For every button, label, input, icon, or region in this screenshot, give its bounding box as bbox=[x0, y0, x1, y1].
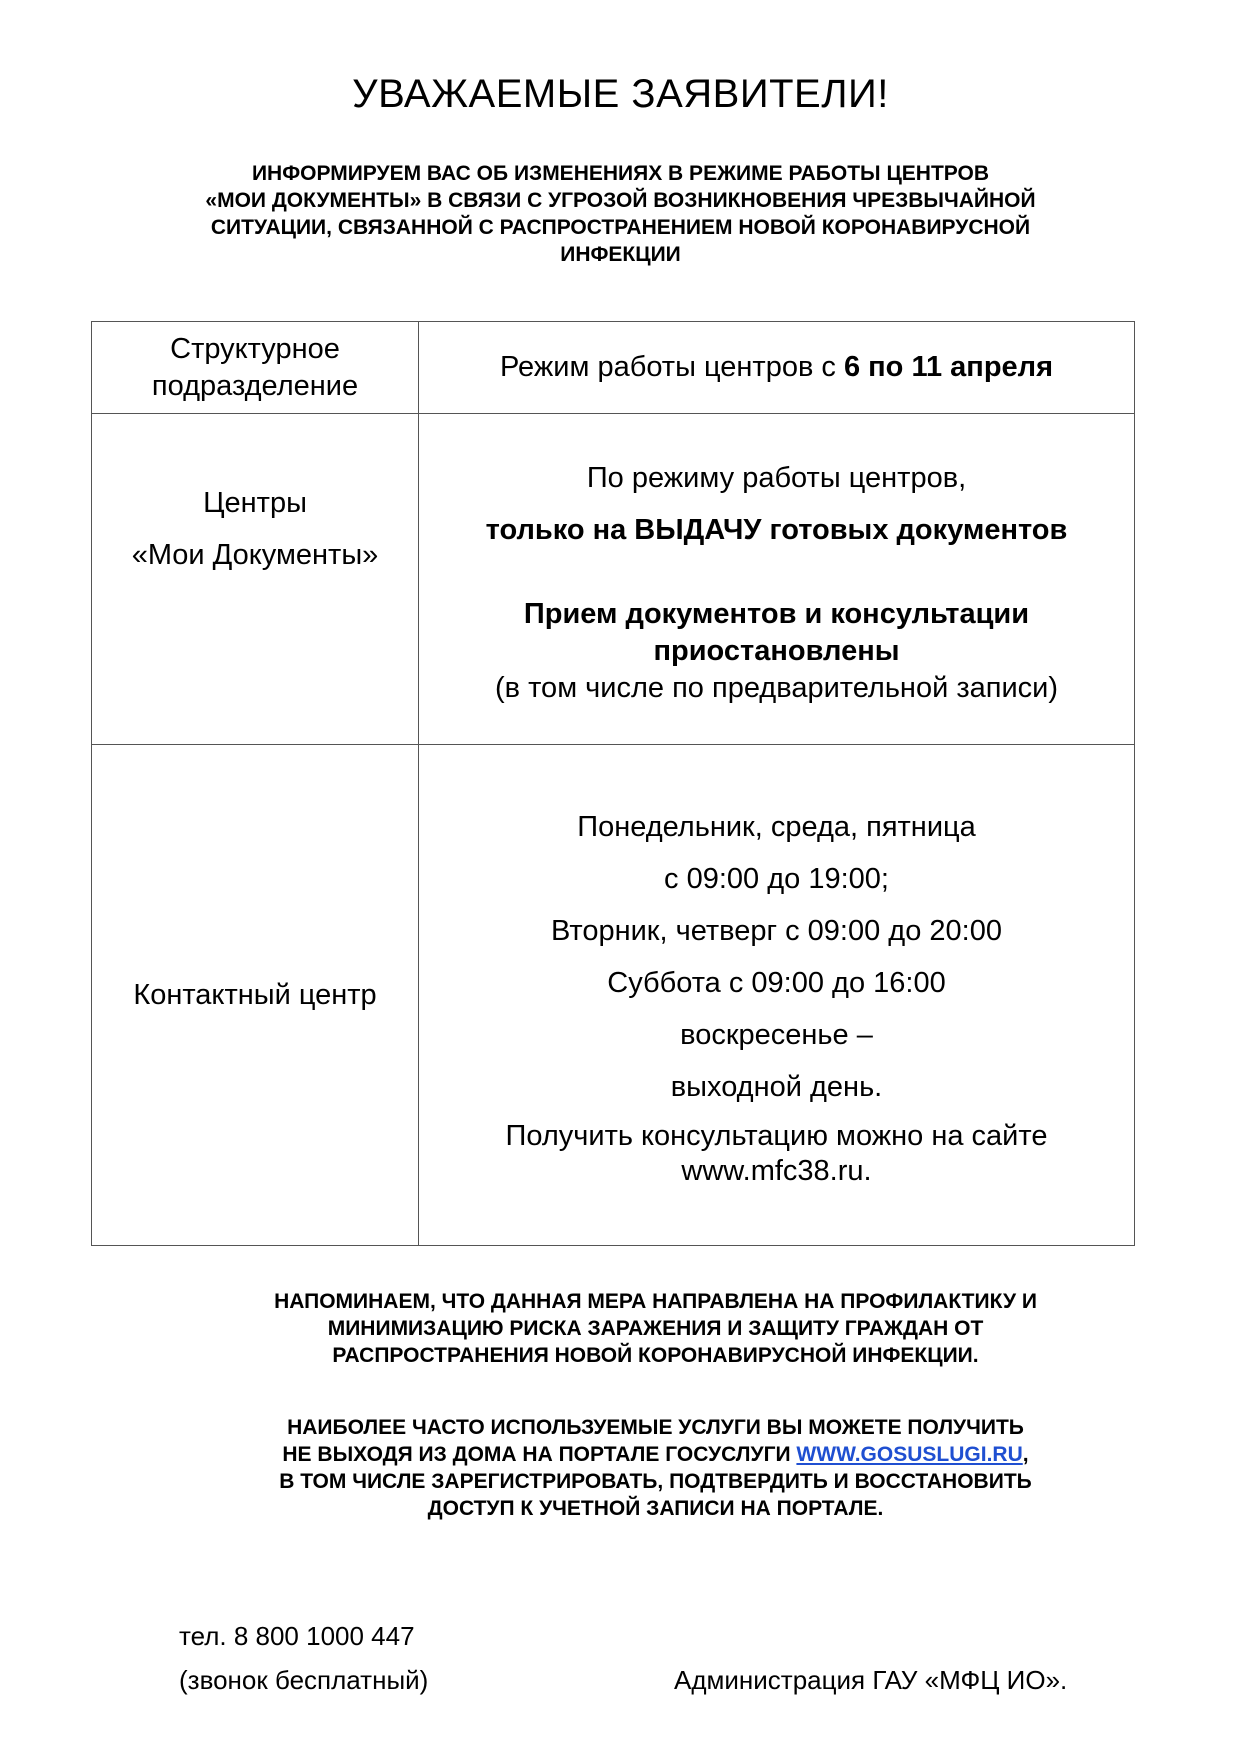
hours-line: Суббота с 09:00 до 16:00 bbox=[607, 967, 946, 999]
services-line: НАИБОЛЕЕ ЧАСТО ИСПОЛЬЗУЕМЫЕ УСЛУГИ ВЫ МОЖЕТЕ ПОЛУЧИТЬ bbox=[287, 1416, 1024, 1439]
notice-line: ИНФОРМИРУЕМ ВАС ОБ ИЗМЕНЕНИЯХ В РЕЖИМЕ РАБОТЫ ЦЕНТРОВ bbox=[251, 162, 990, 185]
centers-suspended-line: Прием документов и консультации bbox=[523, 597, 1030, 630]
website-link[interactable]: www.mfc38.ru. bbox=[681, 1155, 872, 1187]
centers-issue-only: только на ВЫДАЧУ готовых документов bbox=[485, 513, 1068, 546]
header-unit-cell bbox=[92, 322, 419, 414]
hours-line: выходной день. bbox=[670, 1071, 883, 1103]
administration-signature: Администрация ГАУ «МФЦ ИО». bbox=[674, 1665, 1068, 1695]
centers-line: Центры bbox=[203, 487, 307, 519]
contact-center-schedule-cell bbox=[419, 745, 1135, 1246]
notice-block bbox=[150, 160, 1091, 268]
phone-number: тел. 8 800 1000 447 bbox=[179, 1621, 415, 1651]
schedule-table bbox=[91, 321, 1135, 1246]
hours-line: Вторник, четверг с 09:00 до 20:00 bbox=[550, 915, 1002, 947]
contact-center-label: Контактный центр bbox=[133, 978, 377, 1011]
centers-suspended-line: приостановлены bbox=[653, 634, 900, 667]
services-line: ДОСТУП К УЧЕТНОЙ ЗАПИСИ НА ПОРТАЛЕ. bbox=[427, 1497, 884, 1520]
reminder-line: НАПОМИНАЕМ, ЧТО ДАННАЯ МЕРА НАПРАВЛЕНА НА ПРОФИЛАКТИКУ И bbox=[274, 1290, 1037, 1313]
hours-line: воскресенье – bbox=[680, 1019, 873, 1051]
hours-line: Понедельник, среда, пятница bbox=[577, 811, 976, 843]
header-schedule-prefix: Режим работы центров с bbox=[499, 351, 844, 383]
reminder-block bbox=[150, 1288, 1161, 1369]
services-block bbox=[150, 1414, 1161, 1522]
centers-cell bbox=[92, 414, 419, 745]
services-line-suffix: , bbox=[1022, 1443, 1029, 1466]
reminder-line: МИНИМИЗАЦИЮ РИСКА ЗАРАЖЕНИЯ И ЗАЩИТУ ГРАЖДАН ОТ bbox=[327, 1317, 984, 1340]
gosuslugi-link[interactable]: WWW.GOSUSLUGI.RU bbox=[796, 1443, 1023, 1466]
hours-line: с 09:00 до 19:00; bbox=[664, 863, 889, 895]
centers-note: (в том числе по предварительной записи) bbox=[494, 671, 1059, 704]
services-line bbox=[150, 1441, 1161, 1468]
header-schedule-dates: 6 по 11 апреля bbox=[843, 351, 1054, 383]
centers-schedule-line: По режиму работы центров, bbox=[586, 461, 967, 494]
header-unit-line: подразделение bbox=[151, 369, 359, 402]
notice-line: «МОИ ДОКУМЕНТЫ» В СВЯЗИ С УГРОЗОЙ ВОЗНИКНОВЕНИЯ ЧРЕЗВЫЧАЙНОЙ bbox=[205, 189, 1036, 212]
notice-line: СИТУАЦИИ, СВЯЗАННОЙ С РАСПРОСТРАНЕНИЕМ НОВОЙ КОРОНАВИРУСНОЙ bbox=[210, 216, 1031, 239]
table-row bbox=[92, 745, 1135, 1246]
services-line: В ТОМ ЧИСЛЕ ЗАРЕГИСТРИРОВАТЬ, ПОДТВЕРДИТЬ И ВОССТАНОВИТЬ bbox=[279, 1470, 1032, 1493]
page-title: УВАЖАЕМЫЕ ЗАЯВИТЕЛИ! bbox=[352, 72, 889, 116]
header-schedule-cell bbox=[419, 322, 1135, 414]
table-row bbox=[92, 414, 1135, 745]
table-header-row bbox=[92, 322, 1135, 414]
centers-line: «Мои Документы» bbox=[131, 539, 379, 571]
notice-line: ИНФЕКЦИИ bbox=[560, 243, 681, 266]
header-unit-line: Структурное bbox=[170, 332, 340, 365]
centers-schedule-cell bbox=[419, 414, 1135, 745]
contact-center-cell bbox=[92, 745, 419, 1246]
reminder-line: РАСПРОСТРАНЕНИЯ НОВОЙ КОРОНАВИРУСНОЙ ИНФЕКЦИИ. bbox=[332, 1344, 979, 1367]
hours-line: Получить консультацию можно на сайте bbox=[505, 1120, 1048, 1152]
services-line-prefix: НЕ ВЫХОДЯ ИЗ ДОМА НА ПОРТАЛЕ ГОСУСЛУГИ bbox=[282, 1443, 797, 1466]
free-call-note: (звонок бесплатный) bbox=[179, 1665, 429, 1695]
